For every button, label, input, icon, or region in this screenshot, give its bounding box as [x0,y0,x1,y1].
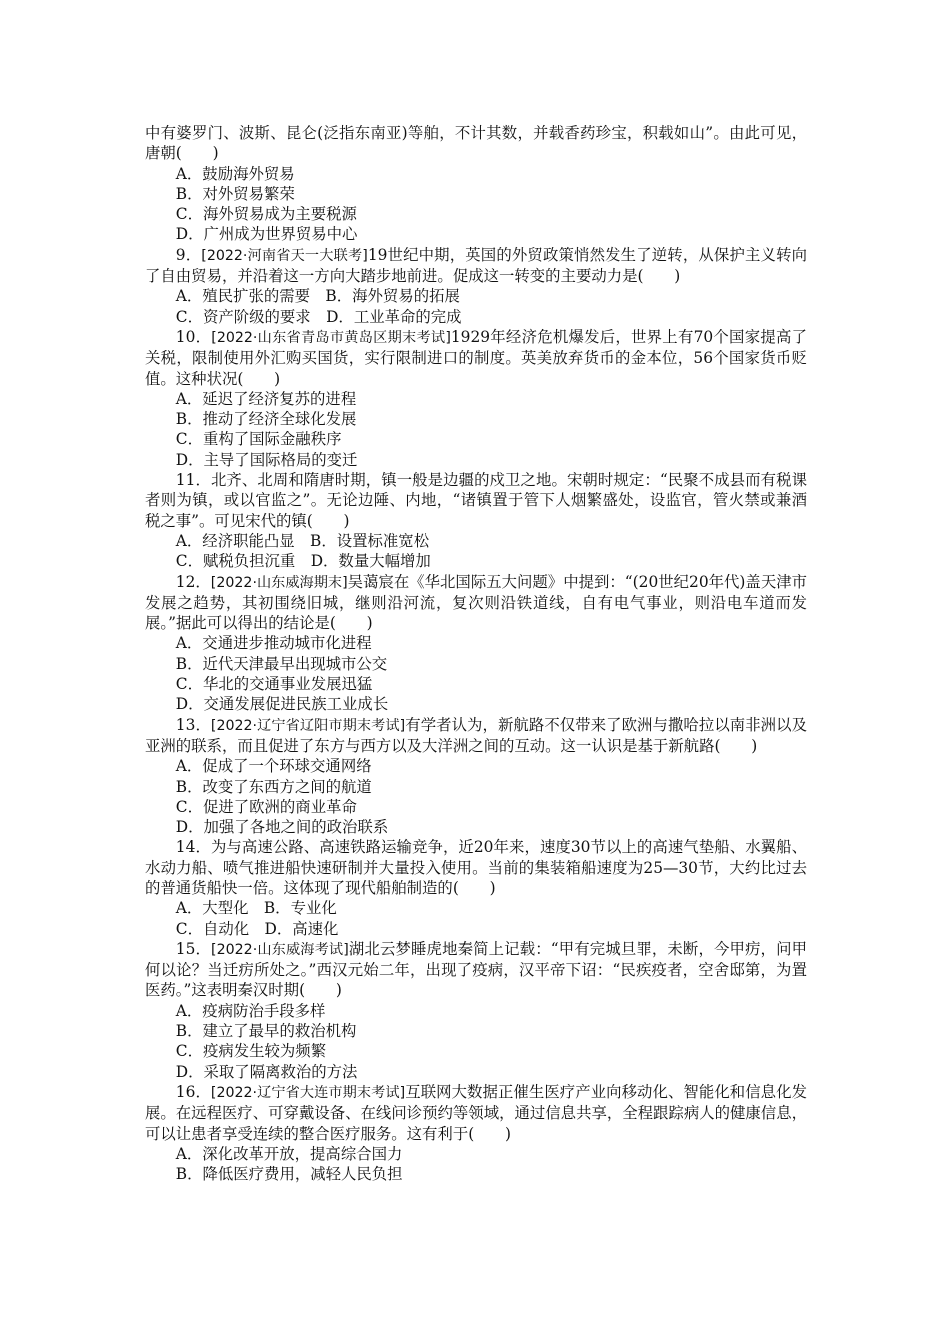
question-13-source: [2022·辽宁省辽阳市期末考试] [210,717,406,734]
question-10-source: [2022·山东省青岛市黄岛区期末考试] [211,329,451,346]
question-10-option-b: B．推动了经济全球化发展 [175,410,357,429]
question-11-number: 11． [175,471,211,490]
question-15-option-c: C．疫病发生较为频繁 [175,1042,327,1061]
question-11-options-cd: C．赋税负担沉重 D．数量大幅增加 [175,552,431,571]
question-16-source: [2022·辽宁省大连市期末考试] [210,1084,406,1101]
question-9 [145,245,807,287]
question-9-number: 9． [175,245,202,264]
question-8-option-d: D．广州成为世界贸易中心 [175,225,358,244]
question-13-option-d: D．加强了各地之间的政治联系 [175,818,389,837]
question-10-option-c: C．重构了国际金融秩序 [175,430,342,449]
question-13 [145,715,807,757]
question-16-option-b: B．降低医疗费用，减轻人民负担 [175,1165,403,1184]
question-12-option-a: A．交通进步推动城市化进程 [175,634,372,653]
question-15-number: 15． [175,939,212,958]
question-15-option-b: B．建立了最早的救治机构 [175,1022,357,1041]
question-13-number: 13． [175,715,211,734]
question-11-options-ab: A．经济职能凸显 B．设置标准宽松 [175,531,430,550]
question-12-number: 12． [175,572,211,591]
question-12 [145,572,807,634]
question-13-option-c: C．促进了欧洲的商业革命 [175,797,357,816]
question-12-source: [2022·山东威海期末] [210,574,348,591]
question-10-option-a: A．延迟了经济复苏的进程 [175,389,357,408]
question-9-stem: 19世纪中期，英国的外贸政策悄然发生了逆转，从保护主义转向了自由贸易，并沿着这一方向大踏步地前进。促成这一转变的主要动力是( ) [145,245,808,286]
question-8-option-c: C．海外贸易成为主要税源 [175,205,357,224]
question-10-stem: 1929年经济危机爆发后，世界上有70个国家提高了关税，限制使用外汇购买国货，实行限制进口的制度。英美放弃货币的金本位，56个国家货币贬值。这种状况( ) [145,327,807,388]
question-12-stem: 吴蔼宸在《华北国际五大问题》中提到：“(20世纪20年代)盖天津市发展之趋势，其初围绕旧城，继则沿河流，复次则沿铁道线，自有电气事业，则沿电车道而发展。”据此可以得出的结论是( ) [145,572,808,633]
question-10-number: 10． [175,327,212,346]
question-9-options-cd: C．资产阶级的要求 D．工业革命的完成 [175,307,462,326]
question-16 [145,1082,807,1144]
question-13-option-b: B．改变了东西方之间的航道 [175,777,372,796]
question-15-stem: 湖北云梦睡虎地秦简上记载：“甲有完城旦罪，未断，今甲疠，问甲何以论？当迁疠所处之。”西汉元始二年，出现了疫病，汉平帝下诏：“民疾疫者，空舍邸第，为置医药。”这表明秦汉时期( ) [145,939,807,1000]
question-16-number: 16． [175,1082,211,1101]
exam-page [145,123,807,1184]
question-9-source: [2022·河南省天一大联考] [201,247,368,264]
question-14-stem: 为与高速公路、高速铁路运输竞争，近20年来，速度30节以上的高速气垫船、水翼船、水动力船、喷气推进船快速研制并大量投入使用。当前的集装箱船速度为25—30节，大约比过去的普通货船快一倍。这体现了现代船舶制造的( ) [145,838,807,897]
question-13-stem: 有学者认为，新航路不仅带来了欧洲与撒哈拉以南非洲以及亚洲的联系，而且促进了东方与西方以及大洋洲之间的互动。这一认识是基于新航路( ) [145,715,807,755]
question-11-stem: 北齐、北周和隋唐时期，镇一般是边疆的戍卫之地。宋朝时规定：“民聚不成县而有税课者则为镇，或以官监之”。无论边陲、内地，“诸镇置于管下人烟繁盛处，设监官，管火禁或兼酒税之事”。可见宋代的镇( ) [145,471,807,530]
question-15 [145,939,807,1001]
question-8-stem-tail: 中有婆罗门、波斯、昆仑(泛指东南亚)等舶，不计其数，并载香药珍宝，积载如山”。由此可见，唐朝( ) [145,124,807,163]
question-15-option-a: A．疫病防治手段多样 [175,1001,326,1020]
question-14-number: 14． [175,838,211,857]
question-15-option-d: D．采取了隔离救治的方法 [175,1062,358,1081]
question-14-options-cd: C．自动化 D．高速化 [175,919,339,938]
question-16-stem: 互联网大数据正催生医疗产业向移动化、智能化和信息化发展。在远程医疗、可穿戴设备、在线问诊预约等领域，通过信息共享，全程跟踪病人的健康信息，可以让患者享受连续的整合医疗服务。这有利于( ) [145,1082,807,1143]
question-13-option-a: A．促成了一个环球交通网络 [175,757,372,776]
question-14-options-ab: A．大型化 B．专业化 [175,899,337,918]
question-12-option-d: D．交通发展促进民族工业成长 [175,695,389,714]
question-11 [145,470,807,531]
question-8-option-b: B．对外贸易繁荣 [175,184,295,203]
question-10-option-d: D．主导了国际格局的变迁 [175,450,358,469]
question-12-option-c: C．华北的交通事业发展迅猛 [175,675,373,694]
question-16-option-a: A．深化改革开放，提高综合国力 [175,1144,403,1163]
question-15-source: [2022·山东威海考试] [211,941,349,958]
question-9-options-ab: A．殖民扩张的需要 B．海外贸易的拓展 [175,287,460,306]
question-10 [145,327,807,389]
question-8-option-a: A．鼓励海外贸易 [175,164,295,183]
question-12-option-b: B．近代天津最早出现城市公交 [175,654,388,673]
question-14 [145,837,807,898]
